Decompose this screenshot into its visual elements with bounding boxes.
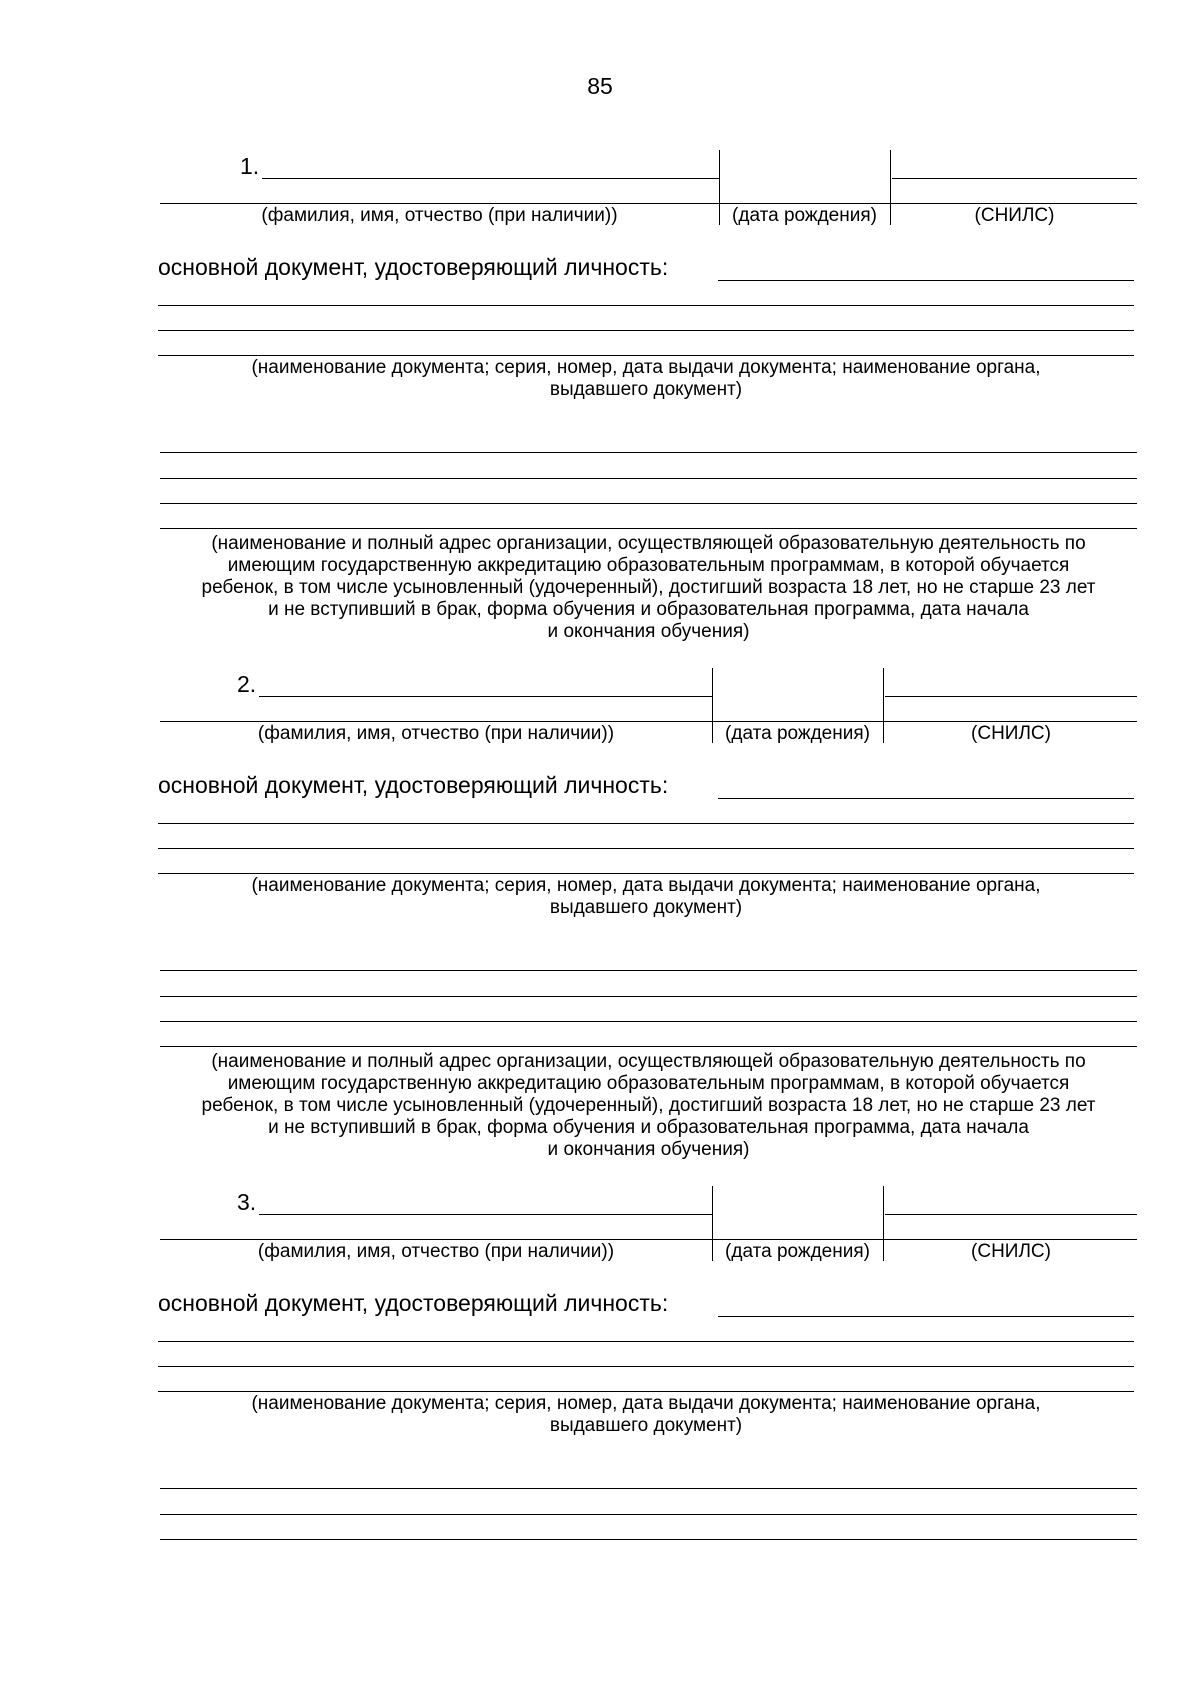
- id-document-line[interactable]: [158, 330, 1134, 331]
- entry-number: 2.: [237, 671, 257, 697]
- fio-input-line[interactable]: [262, 178, 719, 179]
- caption-line: выдавшего документ): [549, 897, 743, 918]
- id-document-caption: [158, 875, 1134, 919]
- birth-date-caption: (дата рождения): [732, 205, 877, 226]
- id-document-line[interactable]: [158, 823, 1134, 824]
- id-document-input-line[interactable]: [718, 280, 1134, 281]
- fio-caption: (фамилия, имя, отчество (при наличии)): [261, 205, 618, 226]
- snils-caption: (СНИЛС): [971, 723, 1051, 744]
- id-document-label: основной документ, удостоверяющий личность:: [158, 772, 669, 798]
- snils-input-line[interactable]: [885, 696, 1137, 697]
- snils-caption: (СНИЛС): [974, 205, 1055, 226]
- column-divider: [883, 668, 884, 743]
- organization-line[interactable]: [160, 478, 1137, 479]
- fio-caption: (фамилия, имя, отчество (при наличии)): [257, 1241, 615, 1262]
- organization-line[interactable]: [160, 1021, 1137, 1022]
- organization-line[interactable]: [160, 528, 1137, 529]
- page-number: 85: [587, 73, 613, 99]
- caption-line: и не вступивший в брак, форма обучения и образовательная программа, дата начала: [268, 1117, 1029, 1138]
- id-document-line[interactable]: [158, 355, 1134, 356]
- caption-line: и не вступивший в брак, форма обучения и образовательная программа, дата начала: [268, 599, 1029, 620]
- caption-line: (наименование документа; серия, номер, дата выдачи документа; наименование органа,: [251, 875, 1041, 896]
- fio-input-line[interactable]: [259, 696, 712, 697]
- caption-line: (наименование и полный адрес организации, осуществляющей образовательную деятельность по: [211, 533, 1086, 554]
- organization-line[interactable]: [160, 1488, 1137, 1489]
- caption-line: (наименование документа; серия, номер, дата выдачи документа; наименование органа,: [251, 357, 1041, 378]
- id-document-line[interactable]: [158, 873, 1134, 874]
- id-document-caption: [158, 357, 1134, 401]
- id-document-label: основной документ, удостоверяющий личность:: [158, 1290, 669, 1316]
- snils-caption: (СНИЛС): [971, 1241, 1051, 1262]
- caption-line: (наименование и полный адрес организации, осуществляющей образовательную деятельность по: [211, 1051, 1086, 1072]
- caption-line: ребенок, в том числе усыновленный (удочеренный), достигший возраста 18 лет, но не старше 23 лет: [201, 577, 1096, 598]
- organization-line[interactable]: [160, 1539, 1137, 1540]
- entry-number: 3.: [237, 1189, 257, 1215]
- organization-line[interactable]: [160, 1514, 1137, 1515]
- row-baseline: [160, 203, 1137, 204]
- caption-line: ребенок, в том числе усыновленный (удочеренный), достигший возраста 18 лет, но не старше 23 лет: [201, 1095, 1096, 1116]
- column-divider: [890, 150, 891, 225]
- id-document-input-line[interactable]: [718, 1316, 1134, 1317]
- caption-line: (наименование документа; серия, номер, дата выдачи документа; наименование органа,: [251, 1393, 1041, 1414]
- row-baseline: [160, 721, 1137, 722]
- id-document-line[interactable]: [158, 1366, 1134, 1367]
- caption-line: и окончания обучения): [547, 1139, 750, 1160]
- snils-input-line[interactable]: [885, 1214, 1137, 1215]
- organization-line[interactable]: [160, 503, 1137, 504]
- id-document-line[interactable]: [158, 305, 1134, 306]
- column-divider: [883, 1186, 884, 1261]
- fio-input-line[interactable]: [259, 1214, 712, 1215]
- caption-line: имеющим государственную аккредитацию образовательным программам, в которой обучается: [227, 1073, 1070, 1094]
- id-document-line[interactable]: [158, 1391, 1134, 1392]
- row-baseline: [160, 1239, 1137, 1240]
- organization-line[interactable]: [160, 1046, 1137, 1047]
- id-document-input-line[interactable]: [718, 798, 1134, 799]
- snils-input-line[interactable]: [892, 178, 1137, 179]
- caption-line: выдавшего документ): [549, 1415, 743, 1436]
- fio-caption: (фамилия, имя, отчество (при наличии)): [257, 723, 615, 744]
- caption-line: имеющим государственную аккредитацию образовательным программам, в которой обучается: [227, 555, 1070, 576]
- id-document-label: основной документ, удостоверяющий личность:: [158, 254, 669, 280]
- birth-date-caption: (дата рождения): [725, 723, 870, 744]
- entry-number: 1.: [240, 153, 260, 179]
- caption-line: и окончания обучения): [547, 621, 750, 642]
- id-document-caption: [158, 1393, 1134, 1437]
- birth-date-caption: (дата рождения): [725, 1241, 870, 1262]
- organization-line[interactable]: [160, 970, 1137, 971]
- id-document-line[interactable]: [158, 1341, 1134, 1342]
- organization-line[interactable]: [160, 996, 1137, 997]
- organization-line[interactable]: [160, 452, 1137, 453]
- id-document-line[interactable]: [158, 848, 1134, 849]
- organization-caption: [160, 1051, 1137, 1161]
- caption-line: выдавшего документ): [549, 379, 743, 400]
- organization-caption: [160, 533, 1137, 643]
